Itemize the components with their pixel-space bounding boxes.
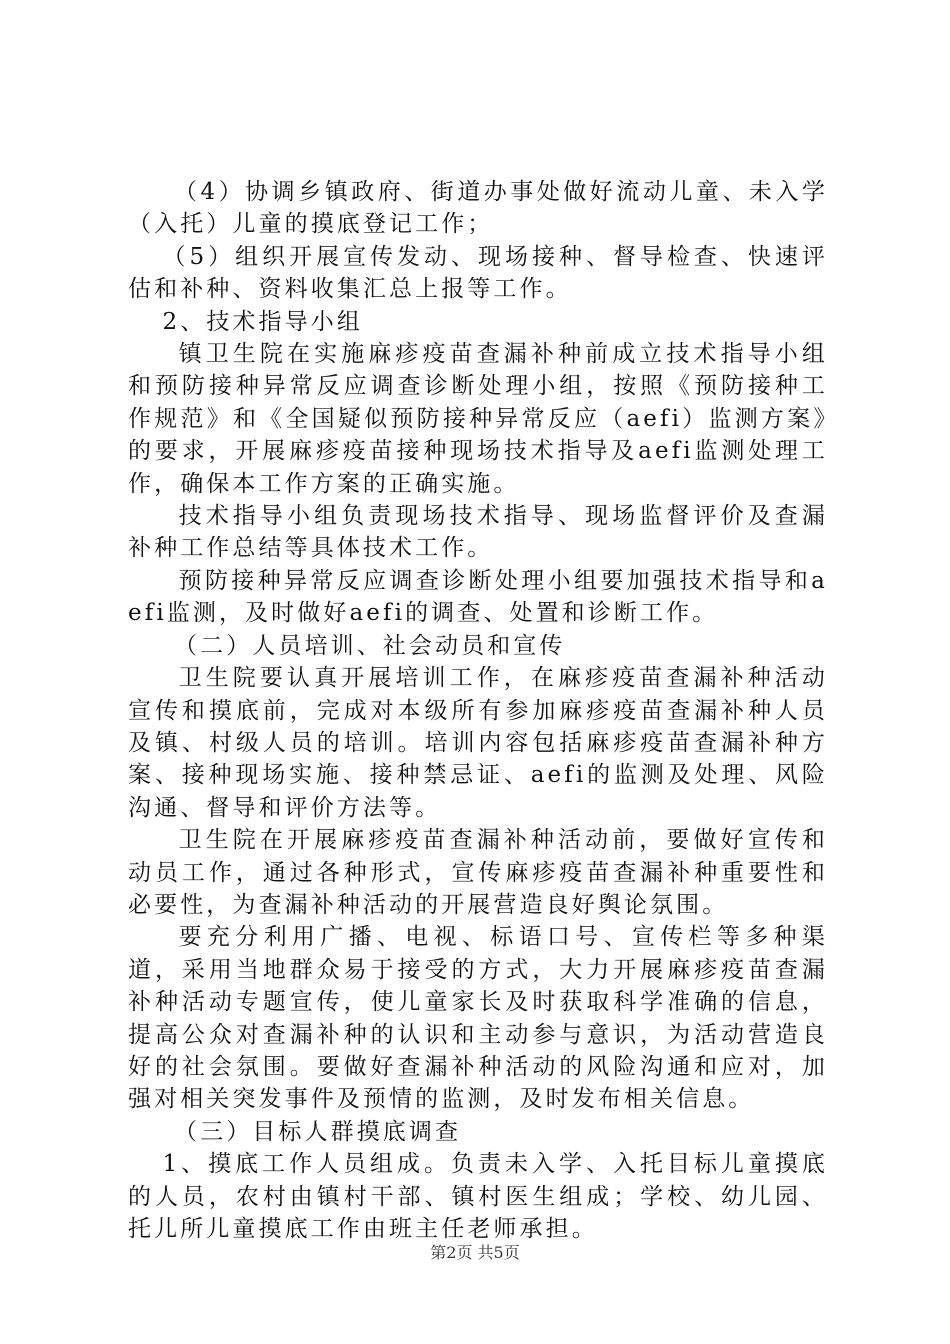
section-heading-technical-guidance: 2、技术指导小组 (162, 308, 363, 335)
paragraph-technical-groups: 镇卫生院在实施麻疹疫苗查漏补种前成立技术指导小组和预防接种异常反应调查诊断处理小组，按照《预防接种工作规范》和《全国疑似预防接种异常反应（aefi）监测方案》的要求，开展麻疹疫苗接种现场技术指导及aefi监测处理工作，确保本工作方案的正确实施。 (128, 341, 828, 497)
paragraph-publicity: 要充分利用广播、电视、标语口号、宣传栏等多种渠道，采用当地群众易于接受的方式，大力开展麻疹疫苗查漏补种活动专题宣传，使儿童家长及时获取科学准确的信息，提高公众对查漏补种的认识和主动参与意识，为活动营造良好的社会氛围。要做好查漏补种活动的风险沟通和应对，加强对相关突发事件及预情的监测，及时发布相关信息。 (128, 924, 828, 1113)
paragraph-coordination: （4）协调乡镇政府、街道办事处做好流动儿童、未入学（入托）儿童的摸底登记工作； (128, 179, 828, 238)
section-heading-survey: （三）目标人群摸底调查 (174, 1118, 462, 1145)
paragraph-mobilization: 卫生院在开展麻疹疫苗查漏补种活动前，要做好宣传和动员工作，通过各种形式，宣传麻疹疫苗查漏补种重要性和必要性，为查漏补种活动的开展营造良好舆论氛围。 (128, 827, 828, 918)
section-heading-training: （二）人员培训、社会动员和宣传 (174, 632, 566, 659)
paragraph-organization: （5）组织开展宣传发动、现场接种、督导检查、快速评估和补种、资料收集汇总上报等工作。 (128, 243, 828, 303)
paragraph-aefi-group: 预防接种异常反应调查诊断处理小组要加强技术指导和aefi监测，及时做好aefi的调查、处置和诊断工作。 (128, 567, 828, 627)
paragraph-training: 卫生院要认真开展培训工作，在麻疹疫苗查漏补种活动宣传和摸底前，完成对本级所有参加麻疹疫苗查漏补种人员及镇、村级人员的培训。培训内容包括麻疹疫苗查漏补种方案、接种现场实施、接种禁忌证、aefi的监测及处理、风险沟通、督导和评价方法等。 (128, 665, 828, 821)
document-body (128, 176, 828, 1245)
page-number: 第2页 共5页 (430, 1243, 520, 1262)
paragraph-survey-staff: 1、摸底工作人员组成。负责未入学、入托目标儿童摸底的人员，农村由镇村干部、镇村医生组成；学校、幼儿园、托儿所儿童摸底工作由班主任老师承担。 (128, 1151, 828, 1242)
paragraph-technical-duties: 技术指导小组负责现场技术指导、现场监督评价及查漏补种工作总结等具体技术工作。 (128, 503, 828, 562)
